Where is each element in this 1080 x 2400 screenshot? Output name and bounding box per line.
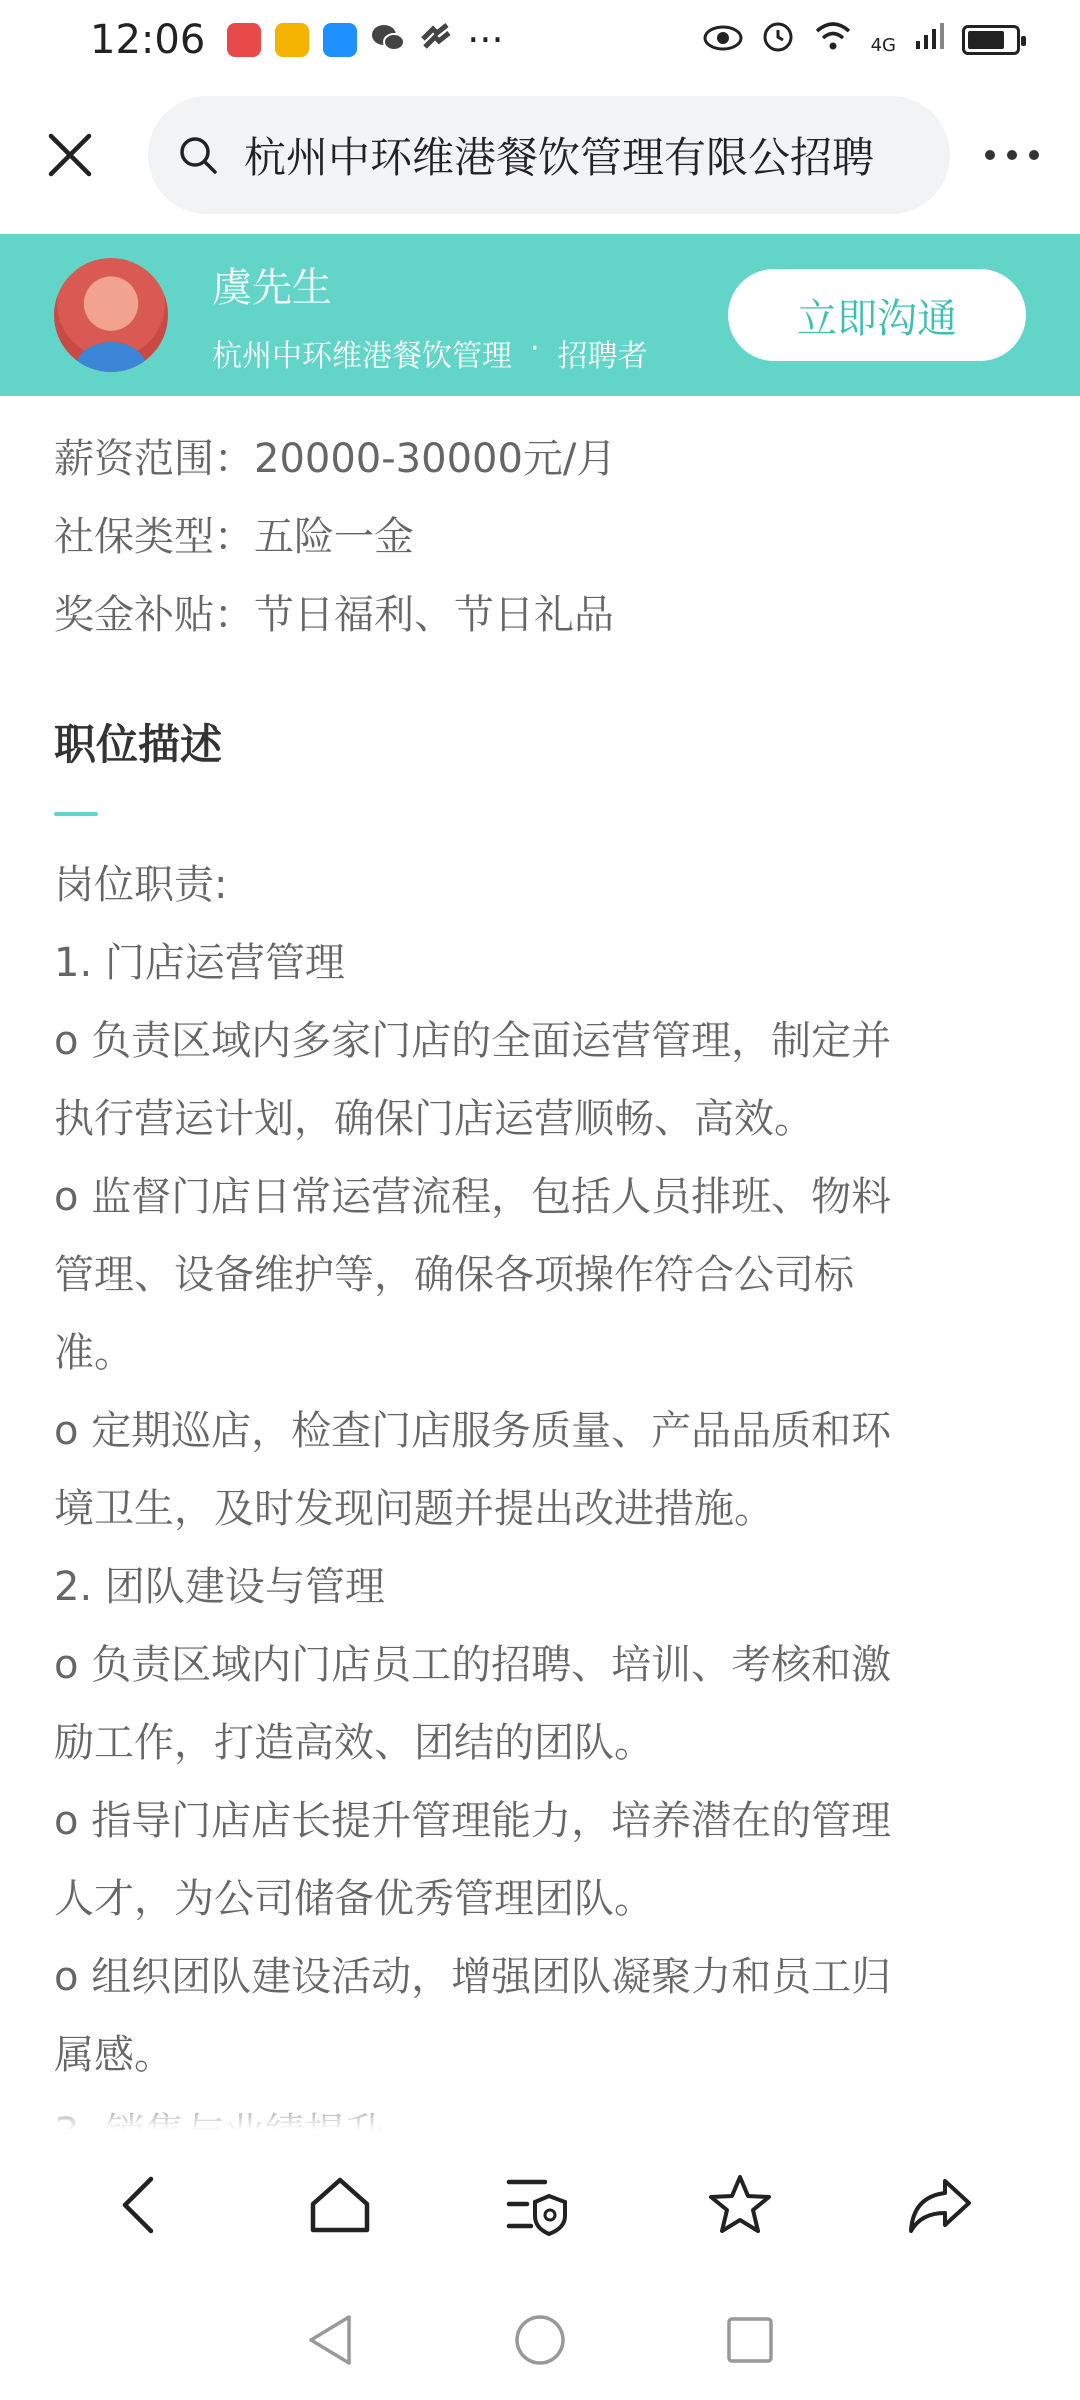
- search-icon: [178, 135, 218, 175]
- tabs-button[interactable]: [495, 2160, 585, 2250]
- system-navigation: [0, 2280, 1080, 2400]
- description-line: 1. 门店运营管理: [54, 940, 345, 986]
- chat-notification-icon: [419, 18, 453, 62]
- description-line: 励工作，打造高效、团结的团队。: [54, 1720, 654, 1766]
- browser-toolbar: [0, 2130, 1080, 2280]
- more-dot-icon: [1007, 150, 1017, 160]
- more-dot-icon: [1029, 150, 1039, 160]
- close-icon: [47, 132, 93, 178]
- alarm-icon: [761, 19, 795, 62]
- recruiter-company: 杭州中环维港餐饮管理: [212, 338, 512, 374]
- share-arrow-icon: [905, 2175, 975, 2235]
- status-time: 12:06: [90, 17, 206, 63]
- description-line: o 组织团队建设活动，增强团队凝聚力和员工归: [54, 1954, 892, 2000]
- description-line: 管理、设备维护等，确保各项操作符合公司标: [54, 1252, 854, 1298]
- status-left: [90, 17, 504, 63]
- bonus-allowance: 奖金补贴：节日福利、节日礼品: [54, 592, 614, 638]
- status-right: [703, 19, 1020, 62]
- cloud-notification-icon: [323, 23, 357, 57]
- system-home-button[interactable]: [510, 2310, 570, 2370]
- home-icon: [307, 2174, 373, 2236]
- home-button[interactable]: [295, 2160, 385, 2250]
- square-recents-icon: [725, 2315, 775, 2365]
- chat-now-button[interactable]: 立即沟通: [728, 269, 1026, 361]
- recruiter-company-line: [212, 331, 648, 375]
- recruiter-name: 虞先生: [212, 264, 332, 311]
- description-line: o 指导门店店长提升管理能力，培养潜在的管理: [54, 1798, 892, 1844]
- job-description: [54, 846, 1014, 2172]
- wechat-notification-icon: [371, 18, 405, 62]
- close-button[interactable]: [40, 125, 100, 185]
- triangle-back-icon: [305, 2313, 355, 2367]
- top-bar: [0, 80, 1080, 230]
- description-line: o 负责区域内门店员工的招聘、培训、考核和激: [54, 1642, 892, 1688]
- circle-home-icon: [513, 2313, 567, 2367]
- section-underline: [54, 812, 98, 816]
- separator-dot: ·: [530, 330, 540, 366]
- description-line: 属感。: [54, 2032, 174, 2078]
- app-notification-icon: [227, 23, 261, 57]
- more-options-button[interactable]: [972, 125, 1052, 185]
- social-insurance: 社保类型：五险一金: [54, 514, 414, 560]
- search-box[interactable]: [148, 96, 950, 214]
- battery-icon: [962, 25, 1020, 55]
- search-query-text[interactable]: 杭州中环维港餐饮管理有限公招聘: [244, 133, 875, 182]
- description-line: 2. 团队建设与管理: [54, 1564, 385, 1610]
- system-back-button[interactable]: [300, 2310, 360, 2370]
- favorite-button[interactable]: [695, 2160, 785, 2250]
- description-line: o 定期巡店，检查门店服务质量、产品品质和环: [54, 1408, 892, 1454]
- recruiter-banner: [0, 234, 1080, 396]
- more-notifications-icon: ···: [467, 18, 504, 62]
- star-icon: [707, 2173, 773, 2237]
- description-line: 人才，为公司储备优秀管理团队。: [54, 1876, 654, 1922]
- salary-range: 薪资范围：20000-30000元/月: [54, 436, 617, 482]
- description-line: o 监督门店日常运营流程，包括人员排班、物料: [54, 1174, 892, 1220]
- recruiter-info: [212, 256, 648, 375]
- wifi-icon: [813, 20, 853, 60]
- weather-notification-icon: [275, 23, 309, 57]
- system-recents-button[interactable]: [720, 2310, 780, 2370]
- network-type-label: 4G: [870, 34, 896, 56]
- description-line: o 负责区域内多家门店的全面运营管理，制定并: [54, 1018, 892, 1064]
- section-title-job-description: 职位描述: [54, 720, 223, 769]
- benefits-list: [54, 420, 1014, 654]
- battery-level: [968, 31, 1004, 49]
- content-fade: [0, 2090, 1080, 2130]
- status-bar: [0, 0, 1080, 80]
- recruiter-role: 招聘者: [557, 338, 648, 374]
- description-line: 境卫生，及时发现问题并提出改进措施。: [54, 1486, 774, 1532]
- eye-icon: [703, 20, 743, 60]
- job-content: [54, 420, 1014, 2172]
- tabs-shield-icon: [505, 2174, 575, 2236]
- signal-icon: [914, 20, 944, 60]
- description-line: 执行营运计划，确保门店运营顺畅、高效。: [54, 1096, 814, 1142]
- more-dot-icon: [985, 150, 995, 160]
- back-button[interactable]: [95, 2160, 185, 2250]
- share-button[interactable]: [895, 2160, 985, 2250]
- chevron-left-icon: [115, 2175, 165, 2235]
- recruiter-avatar[interactable]: [54, 258, 168, 372]
- description-line: 准。: [54, 1330, 134, 1376]
- description-line: 岗位职责:: [54, 862, 228, 908]
